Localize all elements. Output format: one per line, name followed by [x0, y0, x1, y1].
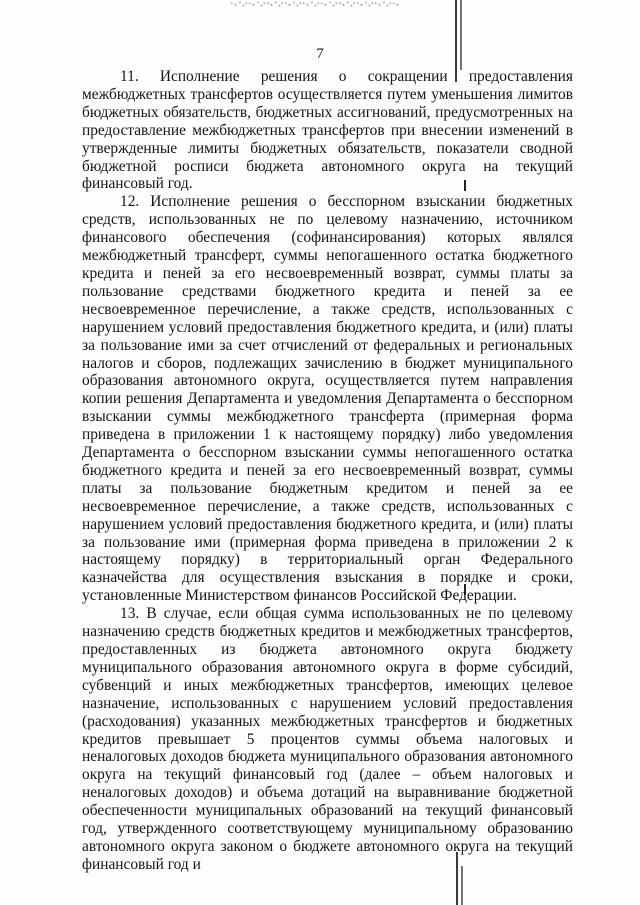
paragraph-12: 12. Исполнение решения о бесспорном взыскании бюджетных средств, использованных не по целевому назначению, источником финансового обеспечения (софинансирования) которых являлся межбюджетный трансферт, суммы непогашенного остатка бюджетного кредита и пеней за его несвоевременный возврат, суммы платы за пользование средствами бюджетного кредита и пеней за ее несвоевременное перечисление, а также средств, использованных с нарушением условий предоставления бюджетного кредита, и (или) платы за пользование ими за счет отчислений от федеральных и региональных налогов и сборов, подлежащих зачислению в бюджет муниципального образования автономного округа, осуществляется путем направления копии решения Департамента и уведомления Департамента о бесспорном взыскании суммы межбюджетного трансферта (примерная форма приведена в приложении 1 к настоящему порядку) либо уведомления Департамента о бесспорном взыскании суммы непогашенного остатка бюджетного кредита и пеней за его несвоевременный возврат, суммы платы за пользование бюджетным кредитом и пеней за ее несвоевременное перечисление, а также средств, использованных с нарушением условий предоставления бюджетного кредита, и (или) платы за пользование ими (примерная форма приведена в приложении 2 к настоящему порядку) в территориальный орган Федерального казначейства для осуществления взыскания в порядке и сроки, установленные Министерством финансов Российской Федерации.	[82, 193, 573, 605]
document-body	[82, 68, 573, 874]
paragraph-11: 11. Исполнение решения о сокращении предоставления межбюджетных трансфертов осуществляется путем уменьшения лимитов бюджетных обязательств, бюджетных ассигнований, предусмотренных на предоставление межбюджетных трансфертов при внесении изменений в утвержденные лимиты бюджетных обязательств, показатели сводной бюджетной росписи бюджета автономного округа на текущий финансовый год.	[82, 68, 573, 193]
page-number: 7	[316, 46, 324, 62]
scan-artifact	[230, 0, 400, 8]
paragraph-13: 13. В случае, если общая сумма использованных не по целевому назначению средств бюджетных кредитов и межбюджетных трансфертов, предоставленных из бюджета автономного округа бюджету муниципального образования автономного округа в форме субсидий, субвенций и иных межбюджетных трансфертов, имеющих целевое назначение, использованных с нарушением условий предоставления (расходования) указанных межбюджетных трансфертов и бюджетных кредитов превышает 5 процентов суммы объема налоговых и неналоговых доходов бюджета муниципального образования автономного округа на текущий финансовый год (далее – объем налоговых и неналоговых доходов) и объема дотаций на выравнивание бюджетной обеспеченности муниципальных образований на текущий финансовый год, утвержденного соответствующему муниципальному образованию автономного округа законом о бюджете автономного округа на текущий финансовый год и	[82, 605, 573, 873]
